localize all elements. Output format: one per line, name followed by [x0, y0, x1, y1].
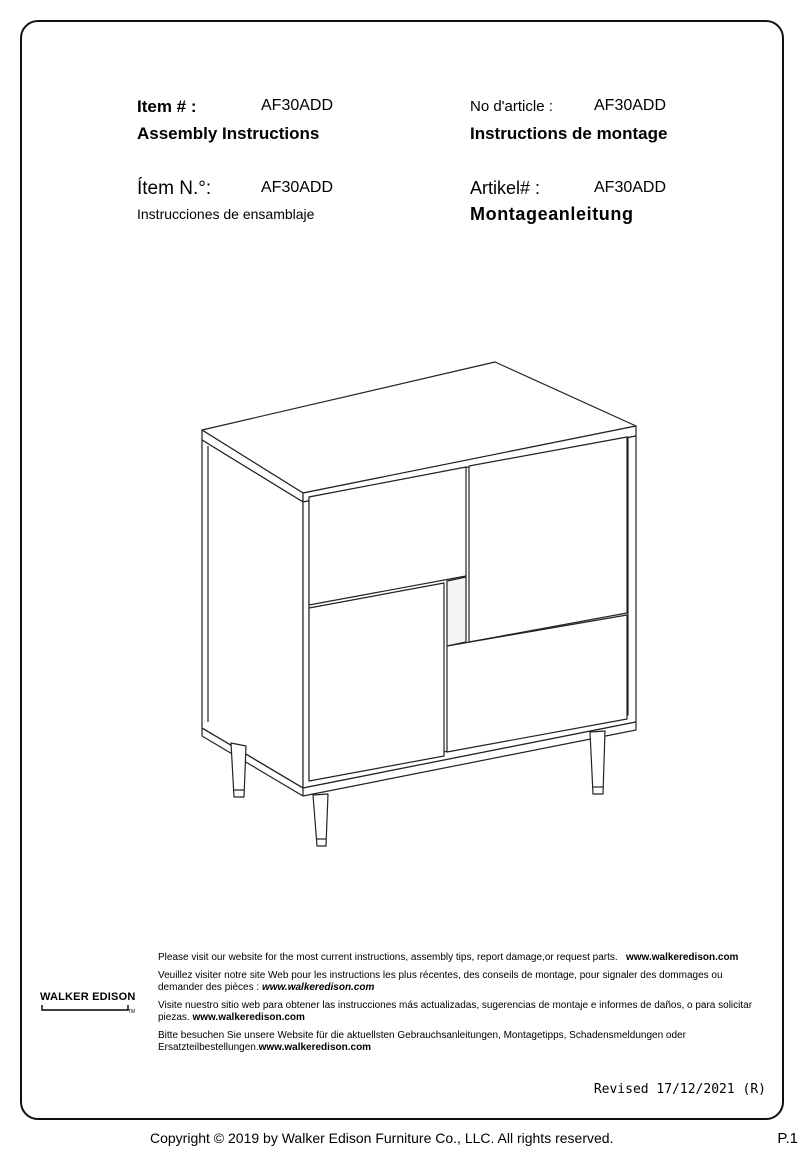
note-en: Please visit our website for the most current instructions, assembly tips, report damage,or request parts. www.walkeredison.com — [158, 952, 739, 963]
link-url-en[interactable]: www.walkeredison.com — [626, 952, 739, 963]
door-top-right — [469, 437, 627, 642]
item-code-en: AF30ADD — [261, 97, 334, 114]
item-label-en: Item # : — [137, 97, 197, 116]
leg-back-left — [231, 743, 246, 797]
title-de: Montageanleitung — [470, 204, 634, 224]
logo-underline-icon — [40, 1005, 140, 1017]
note-fr: Veuillez visiter notre site Web pour les instructions les plus récentes, des conseils de montage, pour signaler des dommages ou demander des pièces : www.walkeredison.com — [158, 970, 723, 993]
website-notes — [158, 952, 766, 1060]
note-es: Visite nuestro sitio web para obtener las instrucciones más actualizadas, sugerencias de montaje e informes de daños, o para solicitar piezas. www.walkeredison.com — [158, 1000, 753, 1023]
item-code-de: AF30ADD — [594, 179, 667, 196]
copyright: Copyright © 2019 by Walker Edison Furniture Co., LLC. All rights reserved. — [150, 1130, 614, 1146]
link-url-es[interactable]: www.walkeredison.com — [192, 1012, 305, 1023]
link-url-fr[interactable]: www.walkeredison.com — [261, 982, 375, 993]
link-url-de[interactable]: www.walkeredison.com — [258, 1042, 372, 1053]
title-fr: Instructions de montage — [470, 124, 668, 143]
note-de: Bitte besuchen Sie unsere Website für die aktuellsten Gebrauchsanleitungen, Montagetipps, Schadensmeldungen oder Ersatzteilbestellungen.www.walkeredison.com — [158, 1030, 686, 1053]
leg-front-right — [590, 731, 605, 794]
item-code-fr: AF30ADD — [594, 97, 667, 114]
cabinet-side-panel — [202, 440, 303, 788]
logo-trademark: TM — [128, 1009, 136, 1015]
item-label-fr: No d'article : — [470, 98, 553, 115]
walker-edison-logo — [40, 991, 140, 1016]
item-label-de: Artikel# : — [470, 178, 541, 198]
revised-date: Revised 17/12/2021 (R) — [593, 1082, 766, 1097]
title-en: Assembly Instructions — [137, 124, 320, 143]
title-es: Instrucciones de ensamblaje — [137, 206, 315, 222]
leg-front-left — [313, 794, 328, 846]
item-label-es: Ítem N.°: — [137, 178, 212, 199]
logo-text: WALKER EDISON — [40, 991, 136, 1003]
item-code-es: AF30ADD — [261, 179, 334, 196]
page-number: P.1 — [777, 1130, 798, 1147]
door-bottom-left — [309, 583, 444, 781]
